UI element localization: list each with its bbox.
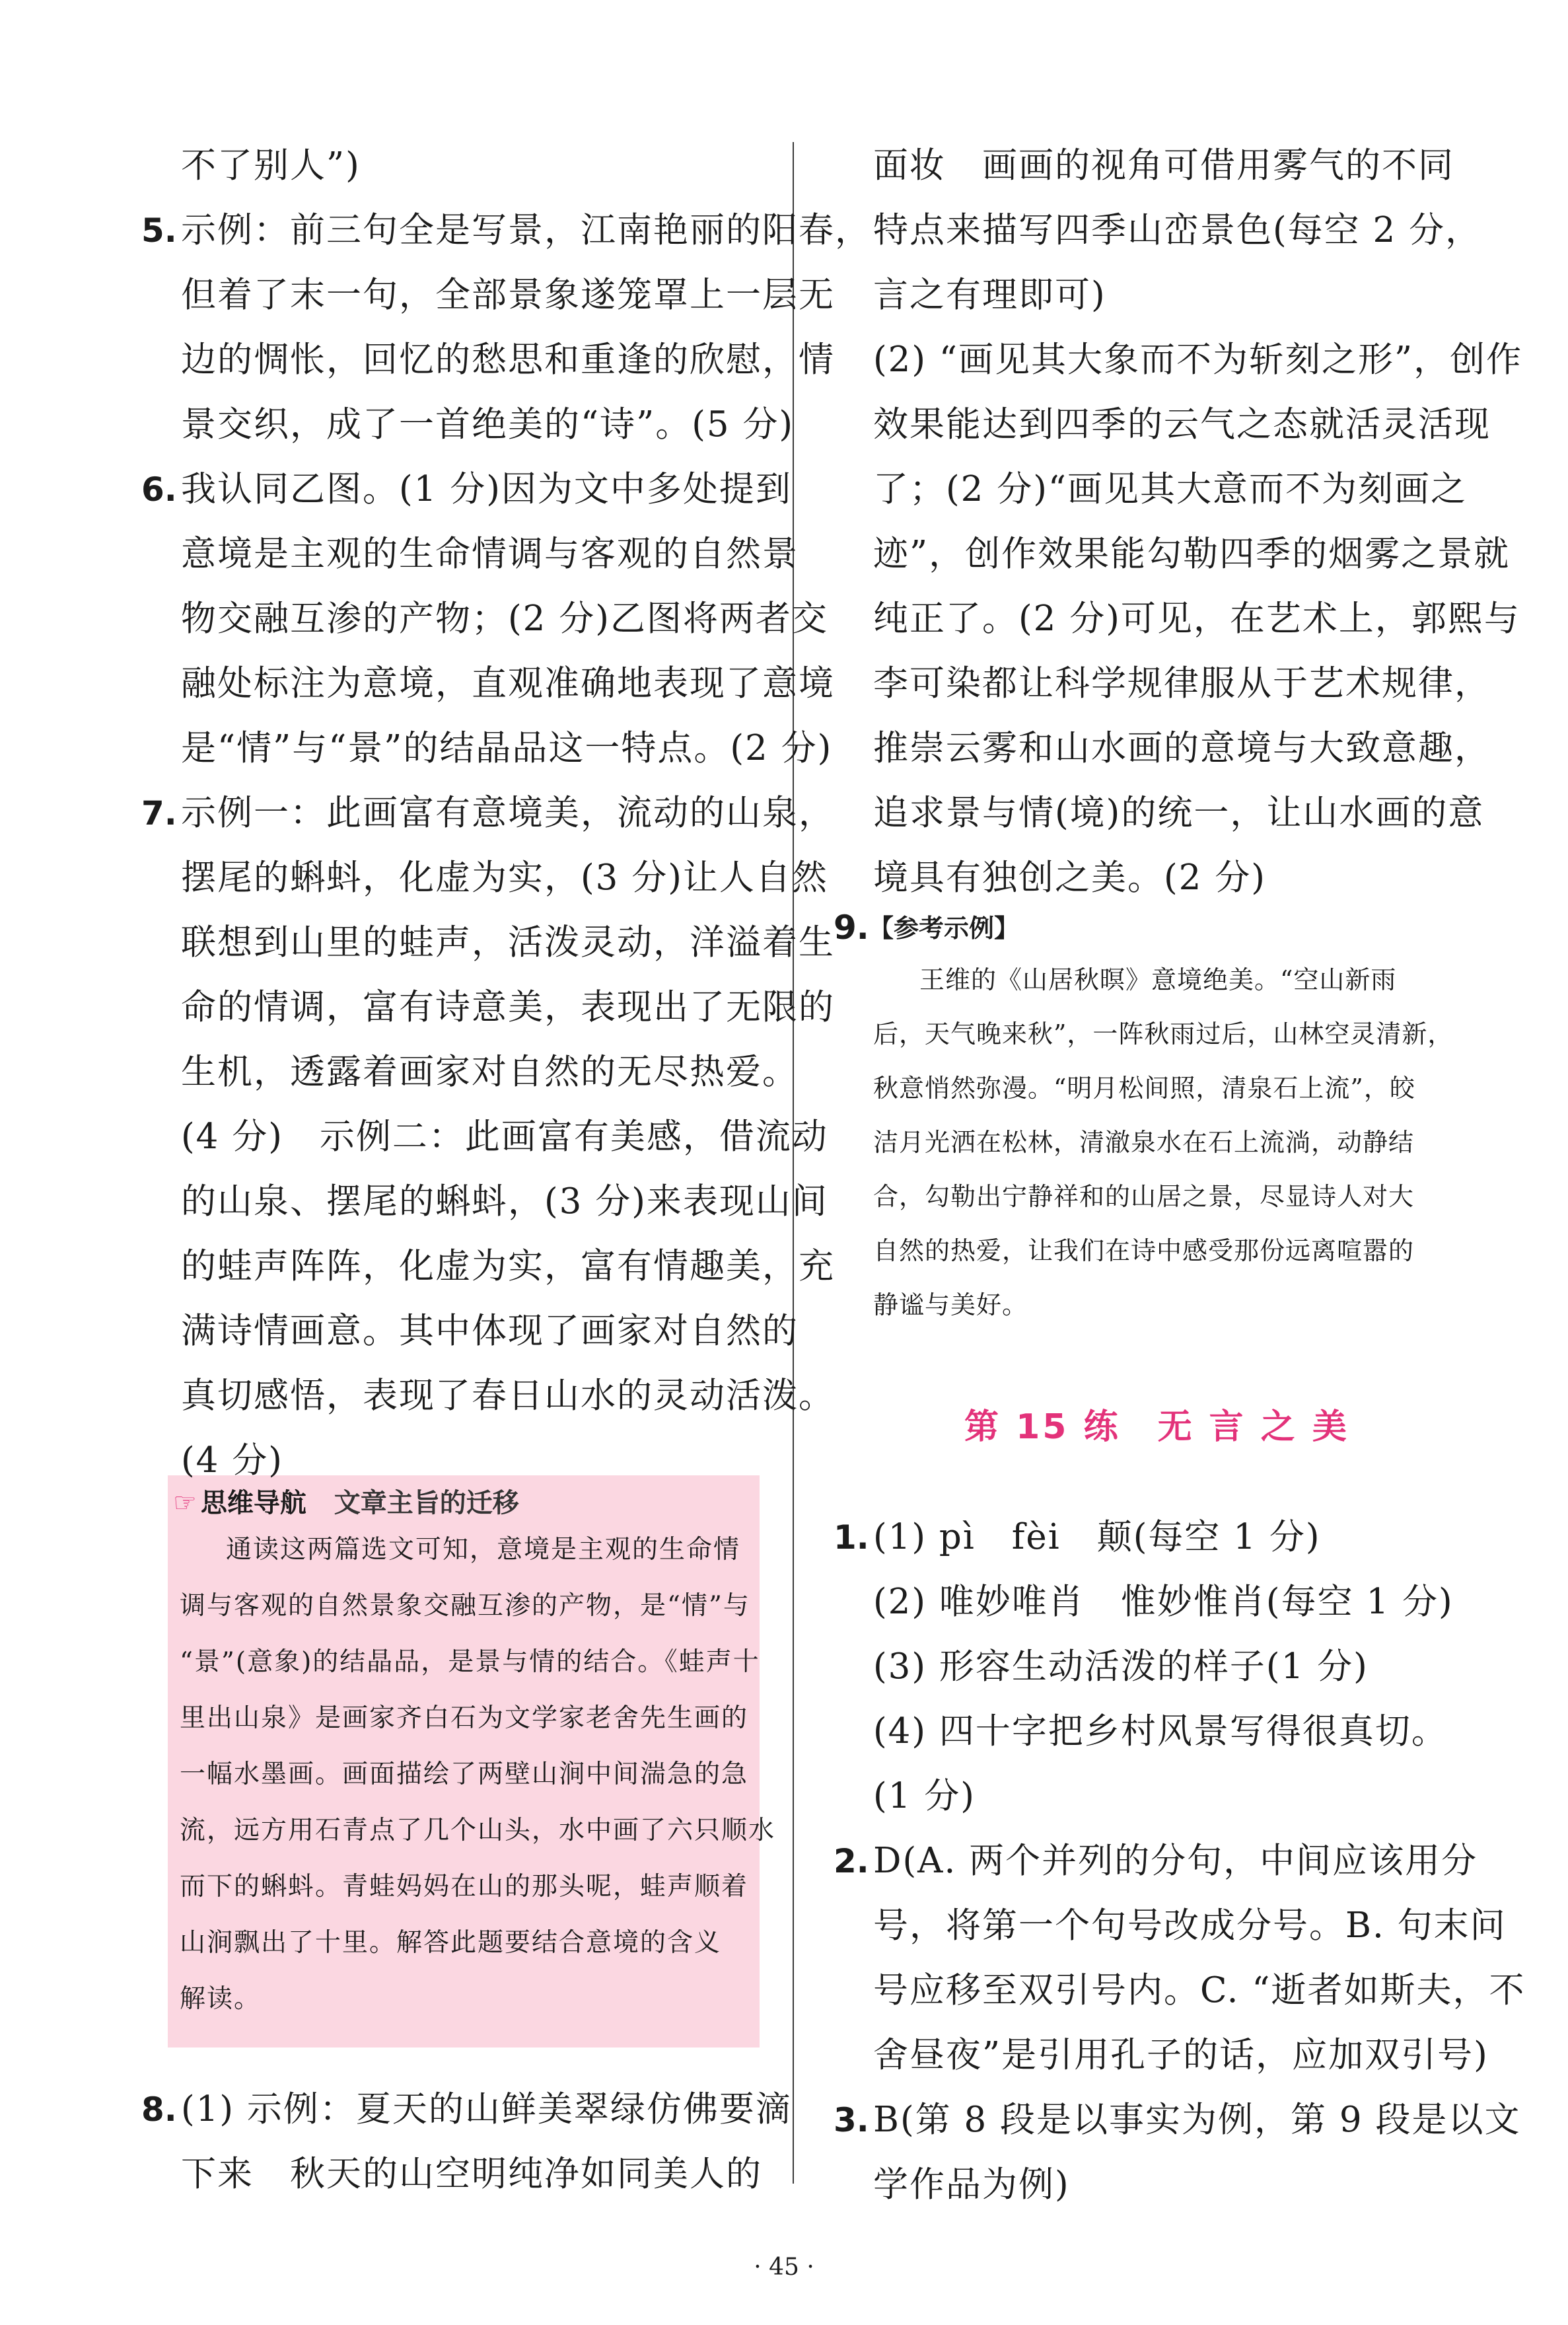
text-line: 言之有理即可): [873, 275, 1106, 315]
text-line: 号应移至双引号内。C. “逝者如斯夫，不: [873, 1970, 1526, 2011]
text-line: 境具有独创之美。(2 分): [873, 858, 1266, 898]
text-line: 摆尾的蝌蚪，化虚为实，(3 分)让人自然: [181, 858, 828, 898]
text-line: 特点来描写四季山峦景色(每空 2 分，: [873, 210, 1482, 250]
text-line: 但着了末一句，全部景象遂笼罩上一层无: [181, 275, 835, 315]
text-line: 山涧飘出了十里。解答此题要结合意境的含义: [180, 1928, 722, 1958]
question-number-9: 9.: [834, 908, 869, 947]
text-line: 生机，透露着画家对自然的无尽热爱。: [181, 1052, 799, 1092]
column-divider: [793, 142, 794, 2184]
text-line: (1 分): [873, 1776, 976, 1816]
text-line: 秋意悄然弥漫。“明月松间照，清泉石上流”，皎: [873, 1074, 1415, 1103]
text-line: “景”(意象)的结晶品，是景与情的结合。《蛙声十: [180, 1647, 760, 1677]
text-line: 效果能达到四季的云气之态就活灵活现: [873, 404, 1491, 445]
text-line: 命的情调，富有诗意美，表现出了无限的: [181, 987, 835, 1027]
text-line: 一幅水墨画。画面描绘了两壁山涧中间湍急的急: [180, 1759, 749, 1789]
text-line: 面妆 画画的视角可借用雾气的不同: [873, 145, 1454, 186]
text-line: 流，远方用石青点了几个山头，水中画了六只顺水: [180, 1816, 776, 1845]
text-line: 下来 秋天的山空明纯净如同美人的: [181, 2154, 762, 2194]
text-line: 里出山泉》是画家齐白石为文学家老舍先生画的: [180, 1703, 749, 1733]
question-number: 1.: [834, 1518, 869, 1557]
page-number: · 45 ·: [754, 2254, 814, 2281]
text-line: 意境是主观的生命情调与客观的自然景: [181, 534, 799, 574]
guide-subtitle: 文章主旨的迁移: [334, 1488, 519, 1518]
text-line: 后，天气晚来秋”，一阵秋雨过后，山林空灵清新，: [873, 1019, 1454, 1049]
text-line: 是“情”与“景”的结晶品这一特点。(2 分): [181, 728, 833, 768]
text-line: 舍昼夜”是引用孔子的话，应加双引号): [873, 2035, 1489, 2075]
text-line: 王维的《山居秋暝》意境绝美。“空山新雨: [919, 965, 1397, 994]
text-line: 推崇云雾和山水画的意境与大致意趣，: [873, 728, 1491, 768]
text-line: B(第 8 段是以事实为例，第 9 段是以文: [873, 2100, 1521, 2140]
question-number: 7.: [141, 794, 177, 832]
text-line: 李可染都让科学规律服从于艺术规律，: [873, 663, 1491, 704]
text-line: 景交织，成了一首绝美的“诗”。(5 分): [181, 404, 795, 445]
text-line: 自然的热爱，让我们在诗中感受那份远离喧嚣的: [873, 1236, 1415, 1265]
question-number: 2.: [834, 1842, 869, 1880]
text-line: 的山泉、摆尾的蝌蚪，(3 分)来表现山间: [181, 1181, 828, 1222]
text-line: 解读。: [180, 1984, 262, 2014]
question-number: 6.: [141, 470, 177, 509]
text-line: (4) 四十字把乡村风景写得很真切。: [873, 1711, 1448, 1752]
text-line: (3) 形容生动活泼的样子(1 分): [873, 1646, 1369, 1687]
pointing-hand-icon: ☞: [173, 1488, 197, 1518]
text-line: 而下的蝌蚪。青蛙妈妈在山的那头呢，蛙声顺着: [180, 1872, 749, 1901]
text-line: 的蛙声阵阵，化虚为实，富有情趣美，充: [181, 1246, 835, 1286]
text-line: 洁月光洒在松林，清澈泉水在石上流淌，动静结: [873, 1128, 1415, 1157]
text-line: 纯正了。(2 分)可见，在艺术上，郭熙与: [873, 599, 1520, 639]
text-line: 示例一：此画富有意境美，流动的山泉，: [181, 793, 835, 833]
text-line: 示例：前三句全是写景，江南艳丽的阳春，: [181, 210, 871, 250]
reference-example-label: 【参考示例】: [869, 914, 1020, 943]
text-line: 追求景与情(境)的统一，让山水画的意: [873, 793, 1485, 833]
text-line: 我认同乙图。(1 分)因为文中多处提到: [181, 469, 792, 509]
thinking-guide-title: [173, 1487, 519, 1520]
text-line: 满诗情画意。其中体现了画家对自然的: [181, 1311, 799, 1351]
text-line: 静谧与美好。: [873, 1290, 1028, 1319]
text-line: 号，将第一个句号改成分号。B. 句末问: [873, 1905, 1507, 1946]
text-line: 学作品为例): [873, 2164, 1070, 2205]
text-line: 合，勾勒出宁静祥和的山居之景，尽显诗人对大: [873, 1182, 1415, 1211]
text-line: 调与客观的自然景象交融互渗的产物，是“情”与: [180, 1591, 750, 1621]
text-line: 通读这两篇选文可知，意境是主观的生命情: [226, 1535, 741, 1565]
text-line: 物交融互渗的产物；(2 分)乙图将两者交: [181, 599, 828, 639]
section-title: 第 15 练 无 言 之 美: [964, 1407, 1349, 1447]
question-number: 5.: [141, 211, 177, 250]
text-line: (2) “画见其大象而不为斩刻之形”，创作: [873, 340, 1523, 380]
text-line: 联想到山里的蛙声，活泼灵动，洋溢着生: [181, 922, 835, 963]
text-line: 边的惆怅，回忆的愁思和重逢的欣慰，情: [181, 340, 835, 380]
text-line: 了；(2 分)“画见其大意而不为刻画之: [873, 469, 1468, 509]
text-line: D(A. 两个并列的分句，中间应该用分: [873, 1841, 1478, 1881]
question-number: 8.: [141, 2090, 177, 2129]
text-line: (1) pì fèi 颠(每空 1 分): [873, 1517, 1321, 1557]
text-line: 融处标注为意境，直观准确地表现了意境: [181, 663, 835, 704]
text-line: (4 分): [181, 1440, 283, 1481]
text-line: (2) 唯妙唯肖 惟妙惟肖(每空 1 分): [873, 1582, 1454, 1622]
guide-title-text: 思维导航: [200, 1488, 306, 1518]
text-line: 不了别人”): [181, 145, 361, 186]
text-line: 迹”，创作效果能勾勒四季的烟雾之景就: [873, 534, 1511, 574]
text-line: (4 分) 示例二：此画富有美感，借流动: [181, 1117, 828, 1157]
text-line: (1) 示例：夏天的山鲜美翠绿仿佛要滴: [181, 2089, 792, 2129]
text-line: 真切感悟，表现了春日山水的灵动活泼。: [181, 1376, 835, 1416]
question-number: 3.: [834, 2101, 869, 2139]
